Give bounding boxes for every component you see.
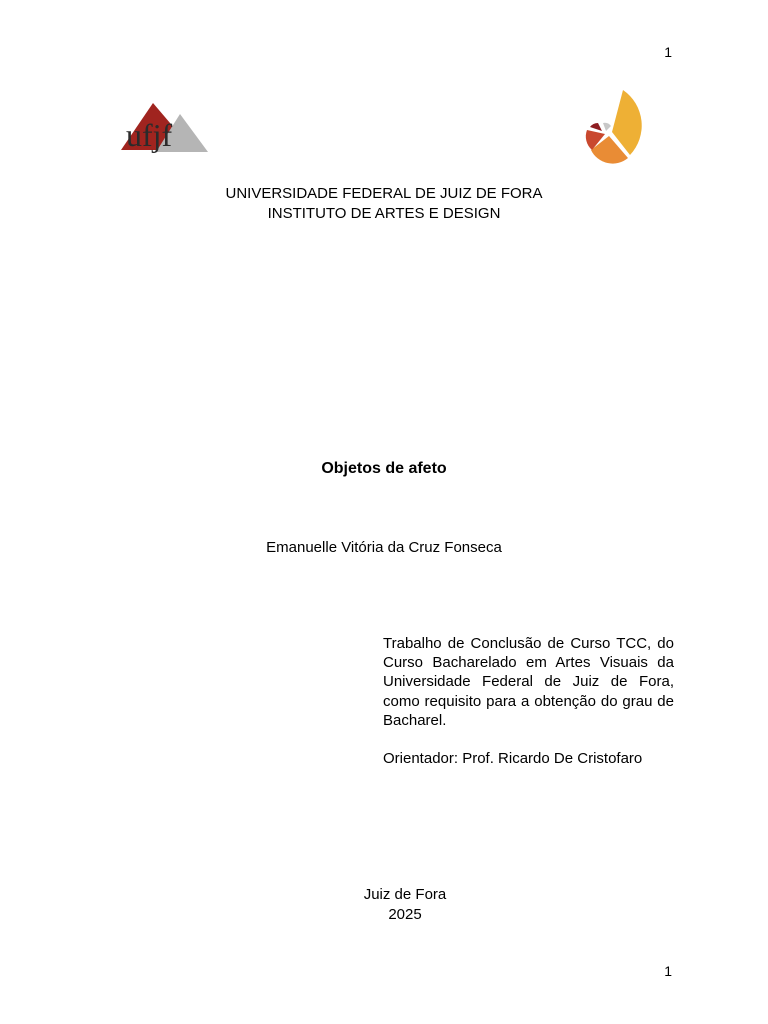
iad-logo-darkred-wedge — [590, 123, 602, 131]
ufjf-logo — [118, 100, 210, 166]
year: 2025 — [388, 906, 422, 923]
advisor-line: Orientador: Prof. Ricardo De Cristofaro — [383, 750, 643, 767]
page-number-top: 1 — [664, 44, 672, 60]
author-name: Emanuelle Vitória da Cruz Fonseca — [266, 539, 502, 556]
ufjf-logo-text: ufjf — [126, 117, 173, 153]
work-nature-paragraph: Trabalho de Conclusão de Curso TCC, do Curso Bacharelado em Artes Visuais da Universidade Federal de Juiz de Fora, como requisito para a obtenção do grau de Bacharel. — [383, 635, 674, 729]
institute-name: INSTITUTO DE ARTES E DESIGN — [267, 205, 501, 222]
page-number-bottom: 1 — [664, 963, 672, 979]
institution-header — [0, 184, 768, 224]
iad-logo-gray-wedge — [603, 123, 611, 131]
iad-logo — [578, 90, 648, 164]
city: Juiz de Fora — [363, 886, 447, 903]
university-name: UNIVERSIDADE FEDERAL DE JUIZ DE FORA — [225, 185, 543, 202]
document-title: Objetos de afeto — [321, 460, 447, 477]
cover-footer — [360, 885, 450, 925]
